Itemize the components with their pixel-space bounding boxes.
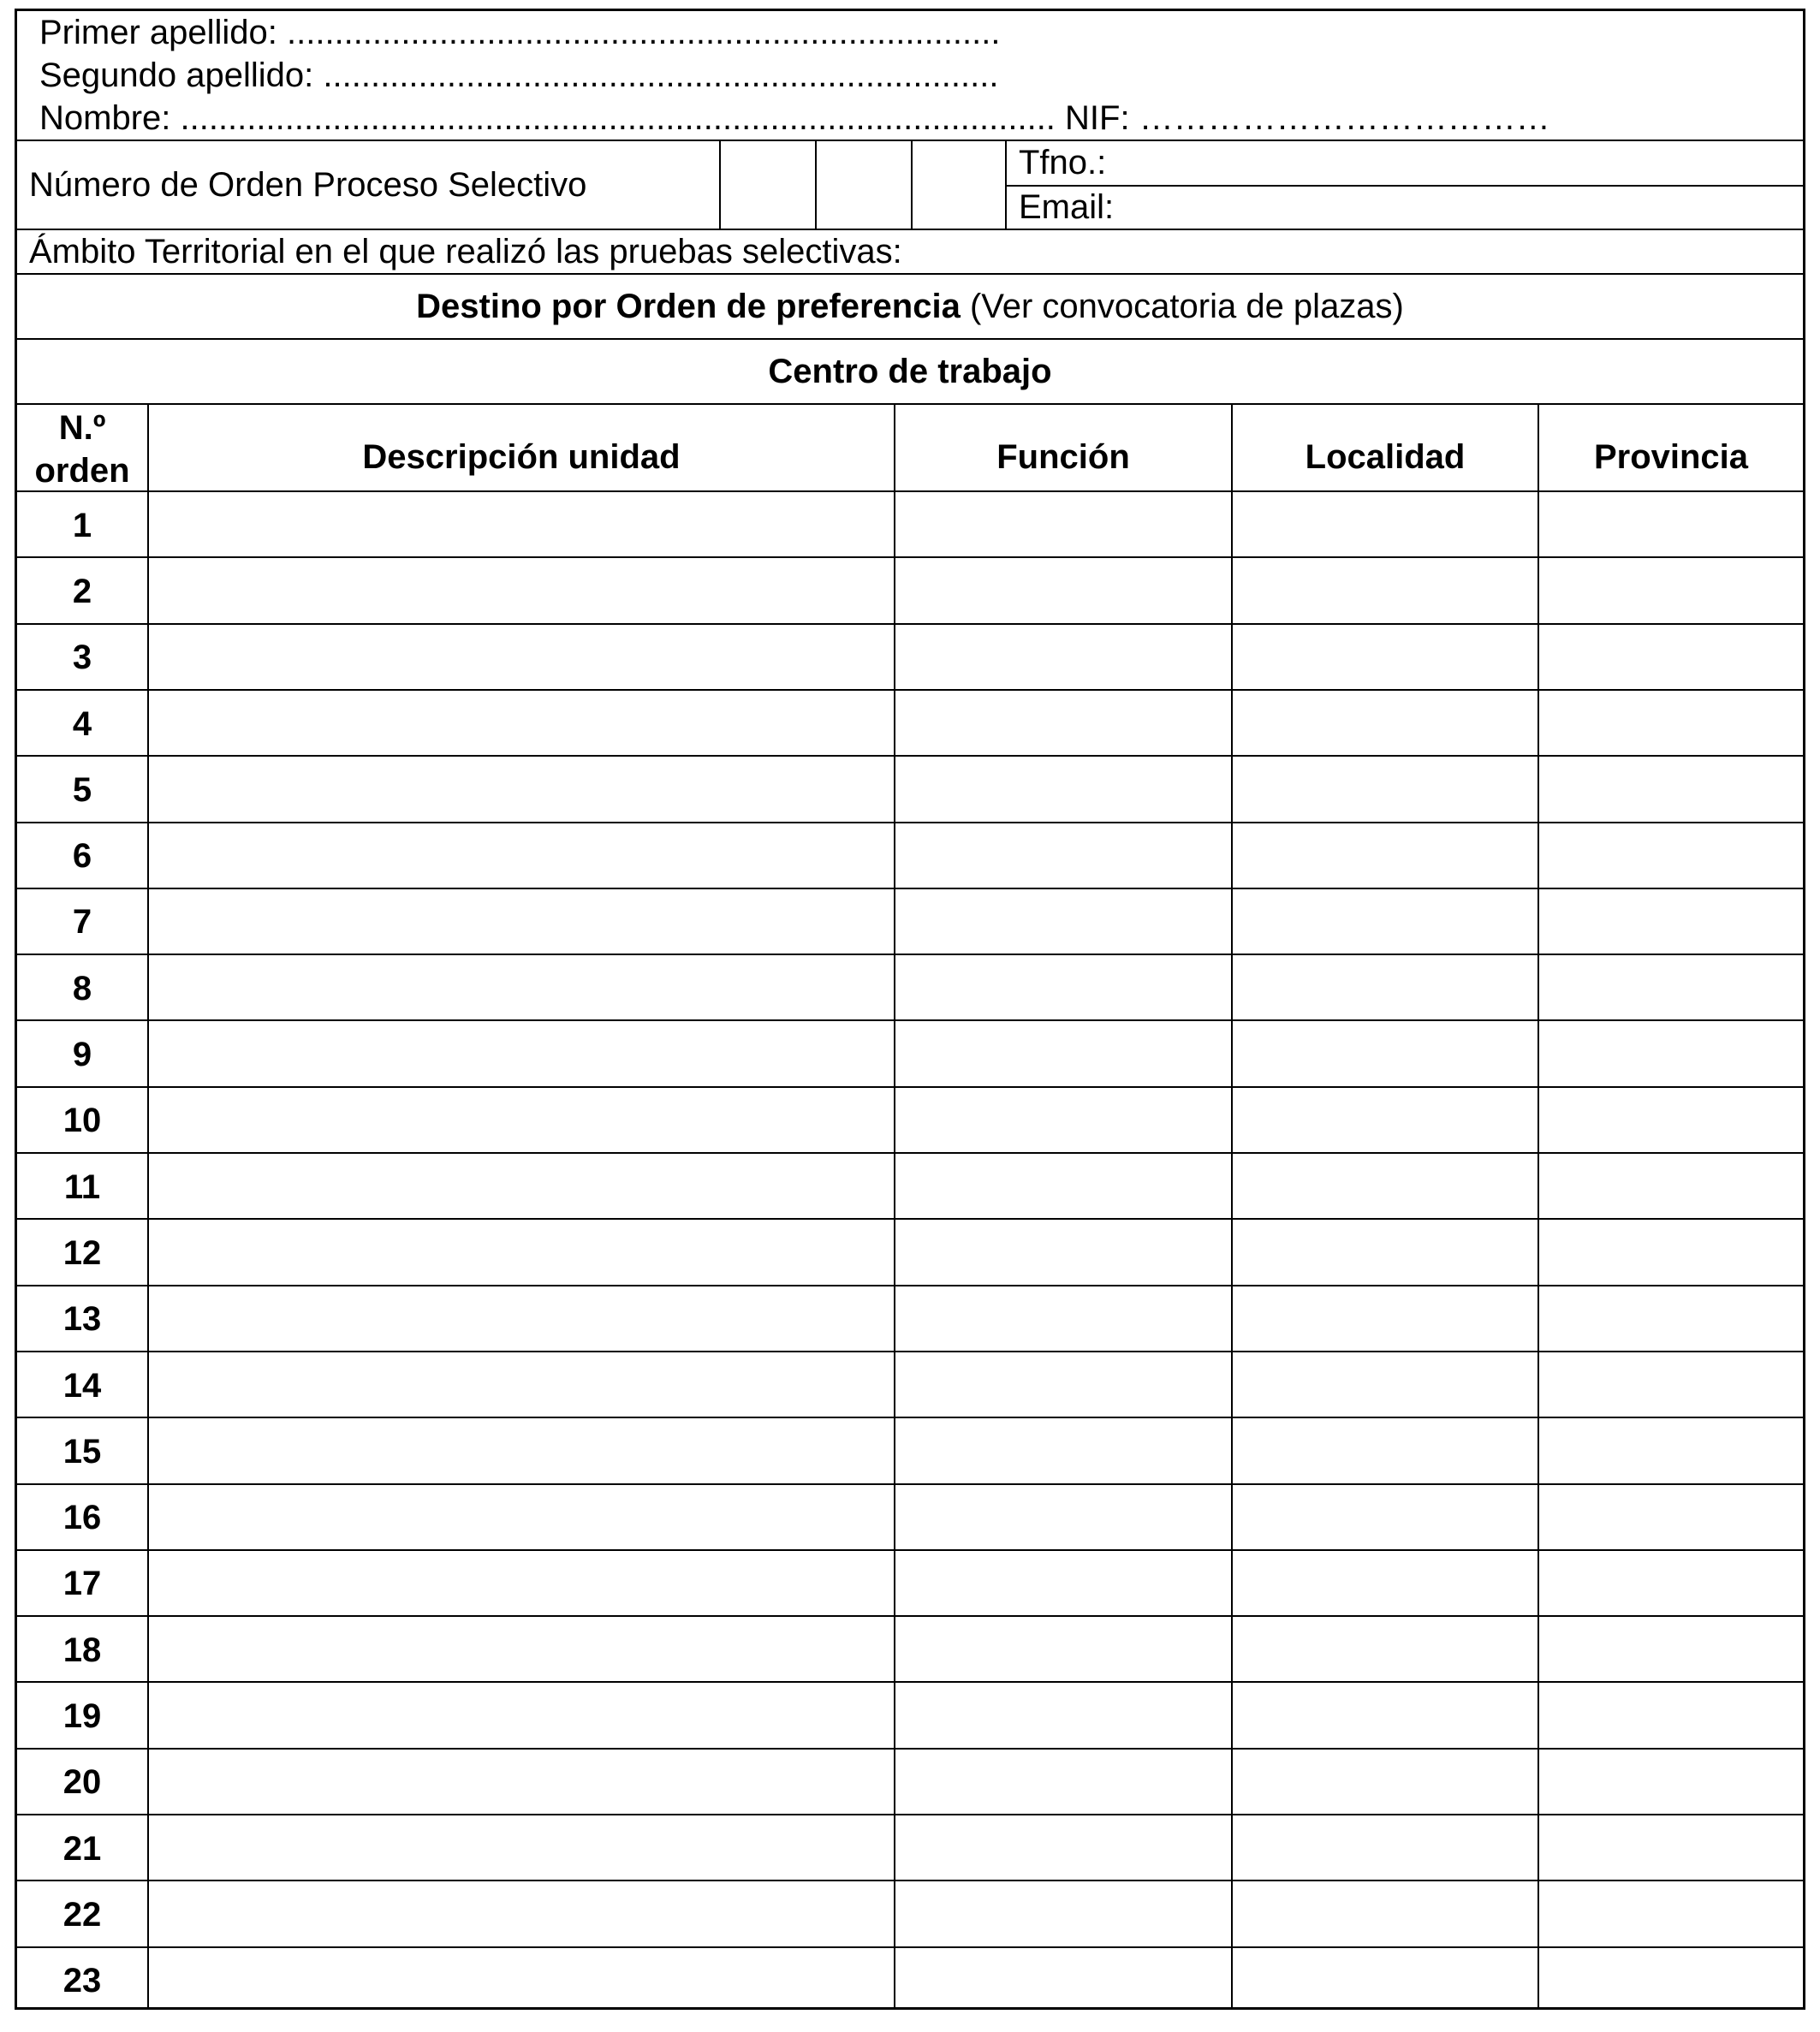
funcion-cell[interactable] [895, 1485, 1231, 1549]
provincia-cell[interactable] [1539, 1815, 1803, 1880]
descripcion-cell[interactable] [149, 823, 894, 888]
descripcion-cell[interactable] [149, 1088, 894, 1152]
provincia-cell[interactable] [1539, 1418, 1803, 1482]
provincia-cell[interactable] [1539, 1485, 1803, 1549]
destino-heading-bold: Destino por Orden de preferencia [416, 288, 961, 325]
col-provincia-header: Provincia [1593, 438, 1749, 476]
descripcion-cell[interactable] [149, 1551, 894, 1615]
localidad-cell[interactable] [1233, 492, 1537, 556]
provincia-cell[interactable] [1539, 492, 1803, 556]
provincia-cell[interactable] [1539, 558, 1803, 622]
provincia-cell[interactable] [1539, 955, 1803, 1019]
destination-request-form [15, 9, 1805, 2010]
provincia-cell[interactable] [1539, 889, 1803, 954]
provincia-cell[interactable] [1539, 691, 1803, 755]
table-row [17, 1485, 1803, 1551]
localidad-cell[interactable] [1233, 1088, 1537, 1152]
table-row [17, 1220, 1803, 1286]
orden-digit-box-1[interactable] [721, 141, 815, 229]
row-number: 2 [72, 572, 92, 610]
localidad-cell[interactable] [1233, 955, 1537, 1019]
provincia-cell[interactable] [1539, 1683, 1803, 1747]
divider [17, 273, 1803, 275]
localidad-cell[interactable] [1233, 691, 1537, 755]
table-row [17, 1948, 1803, 2014]
descripcion-cell[interactable] [149, 1683, 894, 1747]
funcion-cell[interactable] [895, 1881, 1231, 1946]
localidad-cell[interactable] [1233, 1485, 1537, 1549]
localidad-cell[interactable] [1233, 1021, 1537, 1085]
col-funcion-header: Función [996, 438, 1130, 476]
row-number: 6 [72, 837, 92, 876]
tfno-field[interactable]: Tfno.: [1019, 144, 1107, 181]
provincia-cell[interactable] [1539, 625, 1803, 689]
provincia-cell[interactable] [1539, 1286, 1803, 1351]
localidad-cell[interactable] [1233, 1220, 1537, 1284]
descripcion-cell[interactable] [149, 1881, 894, 1946]
table-row [17, 625, 1803, 691]
table-row [17, 955, 1803, 1021]
table-row [17, 1551, 1803, 1617]
descripcion-cell[interactable] [149, 625, 894, 689]
divider [17, 338, 1803, 340]
nombre-nif-field[interactable]: Nombre: ............................................................................................ NIF: ……………………………… [39, 99, 1550, 137]
descripcion-cell[interactable] [149, 558, 894, 622]
destino-heading [17, 287, 1803, 326]
provincia-cell[interactable] [1539, 1948, 1803, 2012]
funcion-cell[interactable] [895, 1220, 1231, 1284]
table-row [17, 1154, 1803, 1220]
table-row [17, 823, 1803, 889]
table-row [17, 1418, 1803, 1484]
localidad-cell[interactable] [1233, 757, 1537, 821]
col-orden-line2: orden [34, 452, 130, 490]
col-localidad-header: Localidad [1305, 438, 1466, 476]
funcion-cell[interactable] [895, 1286, 1231, 1351]
localidad-cell[interactable] [1233, 1750, 1537, 1814]
funcion-cell[interactable] [895, 691, 1231, 755]
provincia-cell[interactable] [1539, 1881, 1803, 1946]
descripcion-cell[interactable] [149, 492, 894, 556]
funcion-cell[interactable] [895, 1683, 1231, 1747]
funcion-cell[interactable] [895, 1418, 1231, 1482]
funcion-cell[interactable] [895, 1088, 1231, 1152]
provincia-cell[interactable] [1539, 1021, 1803, 1085]
descripcion-cell[interactable] [149, 955, 894, 1019]
table-row [17, 1815, 1803, 1881]
table-row [17, 1352, 1803, 1418]
localidad-cell[interactable] [1233, 1948, 1537, 2012]
divider [17, 403, 1803, 405]
descripcion-cell[interactable] [149, 1154, 894, 1218]
destino-heading-note: (Ver convocatoria de plazas) [960, 288, 1404, 325]
descripcion-cell[interactable] [149, 757, 894, 821]
descripcion-cell[interactable] [149, 1815, 894, 1880]
descripcion-cell[interactable] [149, 691, 894, 755]
divider [17, 229, 1803, 230]
row-number: 12 [62, 1233, 102, 1272]
descripcion-cell[interactable] [149, 1948, 894, 2012]
orden-proceso-label: Número de Orden Proceso Selectivo [29, 166, 587, 204]
row-number: 21 [62, 1829, 102, 1868]
localidad-cell[interactable] [1233, 1617, 1537, 1681]
funcion-cell[interactable] [895, 1021, 1231, 1085]
funcion-cell[interactable] [895, 823, 1231, 888]
localidad-cell[interactable] [1233, 1154, 1537, 1218]
localidad-cell[interactable] [1233, 1683, 1537, 1747]
row-number: 3 [72, 639, 92, 677]
row-number: 18 [62, 1631, 102, 1669]
funcion-cell[interactable] [895, 757, 1231, 821]
descripcion-cell[interactable] [149, 889, 894, 954]
localidad-cell[interactable] [1233, 625, 1537, 689]
provincia-cell[interactable] [1539, 1551, 1803, 1615]
table-row [17, 558, 1803, 624]
localidad-cell[interactable] [1233, 1881, 1537, 1946]
table-row [17, 691, 1803, 757]
row-number: 5 [72, 770, 92, 809]
row-number: 7 [72, 903, 92, 942]
table-row [17, 1088, 1803, 1154]
col-descripcion-header: Descripción unidad [362, 438, 681, 476]
funcion-cell[interactable] [895, 1551, 1231, 1615]
funcion-cell[interactable] [895, 1750, 1231, 1814]
row-number: 8 [72, 969, 92, 1007]
funcion-cell[interactable] [895, 1617, 1231, 1681]
funcion-cell[interactable] [895, 1815, 1231, 1880]
row-number: 22 [62, 1895, 102, 1934]
descripcion-cell[interactable] [149, 1220, 894, 1284]
localidad-cell[interactable] [1233, 889, 1537, 954]
row-number: 10 [62, 1102, 102, 1140]
descripcion-cell[interactable] [149, 1617, 894, 1681]
provincia-cell[interactable] [1539, 823, 1803, 888]
table-row [17, 492, 1803, 558]
row-number: 16 [62, 1499, 102, 1537]
provincia-cell[interactable] [1539, 1617, 1803, 1681]
funcion-cell[interactable] [895, 1948, 1231, 2012]
provincia-cell[interactable] [1539, 1750, 1803, 1814]
row-number: 1 [72, 506, 92, 544]
provincia-cell[interactable] [1539, 757, 1803, 821]
descripcion-cell[interactable] [149, 1021, 894, 1085]
descripcion-cell[interactable] [149, 1485, 894, 1549]
table-row [17, 757, 1803, 823]
table-row [17, 1021, 1803, 1087]
localidad-cell[interactable] [1233, 823, 1537, 888]
row-number: 15 [62, 1432, 102, 1471]
funcion-cell[interactable] [895, 558, 1231, 622]
segundo-apellido-field[interactable]: Segundo apellido: ....................................................................... [39, 56, 999, 94]
row-number: 17 [62, 1565, 102, 1603]
row-number: 11 [63, 1168, 101, 1206]
localidad-cell[interactable] [1233, 1815, 1537, 1880]
descripcion-cell[interactable] [149, 1286, 894, 1351]
descripcion-cell[interactable] [149, 1750, 894, 1814]
provincia-cell[interactable] [1539, 1352, 1803, 1417]
table-row [17, 1683, 1803, 1749]
ambito-territorial-field[interactable]: Ámbito Territorial en el que realizó las pruebas selectivas: [29, 233, 902, 270]
row-number: 19 [62, 1697, 102, 1736]
orden-digit-box-3[interactable] [913, 141, 1005, 229]
table-row [17, 889, 1803, 955]
descripcion-cell[interactable] [149, 1352, 894, 1417]
funcion-cell[interactable] [895, 625, 1231, 689]
funcion-cell[interactable] [895, 955, 1231, 1019]
row-number: 23 [62, 1962, 102, 2000]
row-number: 4 [72, 704, 92, 743]
table-row [17, 1881, 1803, 1947]
col-orden-line1: N.º [58, 409, 106, 447]
primer-apellido-field[interactable]: Primer apellido: ........................................................................... [39, 14, 1001, 51]
localidad-cell[interactable] [1233, 1352, 1537, 1417]
centro-trabajo-heading: Centro de trabajo [768, 353, 1052, 390]
orden-digit-box-2[interactable] [817, 141, 911, 229]
provincia-cell[interactable] [1539, 1088, 1803, 1152]
funcion-cell[interactable] [895, 1154, 1231, 1218]
table-row [17, 1750, 1803, 1815]
funcion-cell[interactable] [895, 889, 1231, 954]
table-row [17, 1286, 1803, 1352]
localidad-cell[interactable] [1233, 558, 1537, 622]
row-number: 14 [62, 1366, 102, 1405]
localidad-cell[interactable] [1233, 1286, 1537, 1351]
localidad-cell[interactable] [1233, 1551, 1537, 1615]
localidad-cell[interactable] [1233, 1418, 1537, 1482]
table-row [17, 1617, 1803, 1683]
provincia-cell[interactable] [1539, 1220, 1803, 1284]
provincia-cell[interactable] [1539, 1154, 1803, 1218]
divider [1005, 185, 1803, 187]
row-number: 9 [72, 1036, 92, 1074]
col-orden-header [17, 407, 147, 492]
descripcion-cell[interactable] [149, 1418, 894, 1482]
row-number: 20 [62, 1763, 102, 1802]
funcion-cell[interactable] [895, 492, 1231, 556]
email-field[interactable]: Email: [1019, 188, 1115, 226]
row-number: 13 [62, 1300, 102, 1339]
funcion-cell[interactable] [895, 1352, 1231, 1417]
